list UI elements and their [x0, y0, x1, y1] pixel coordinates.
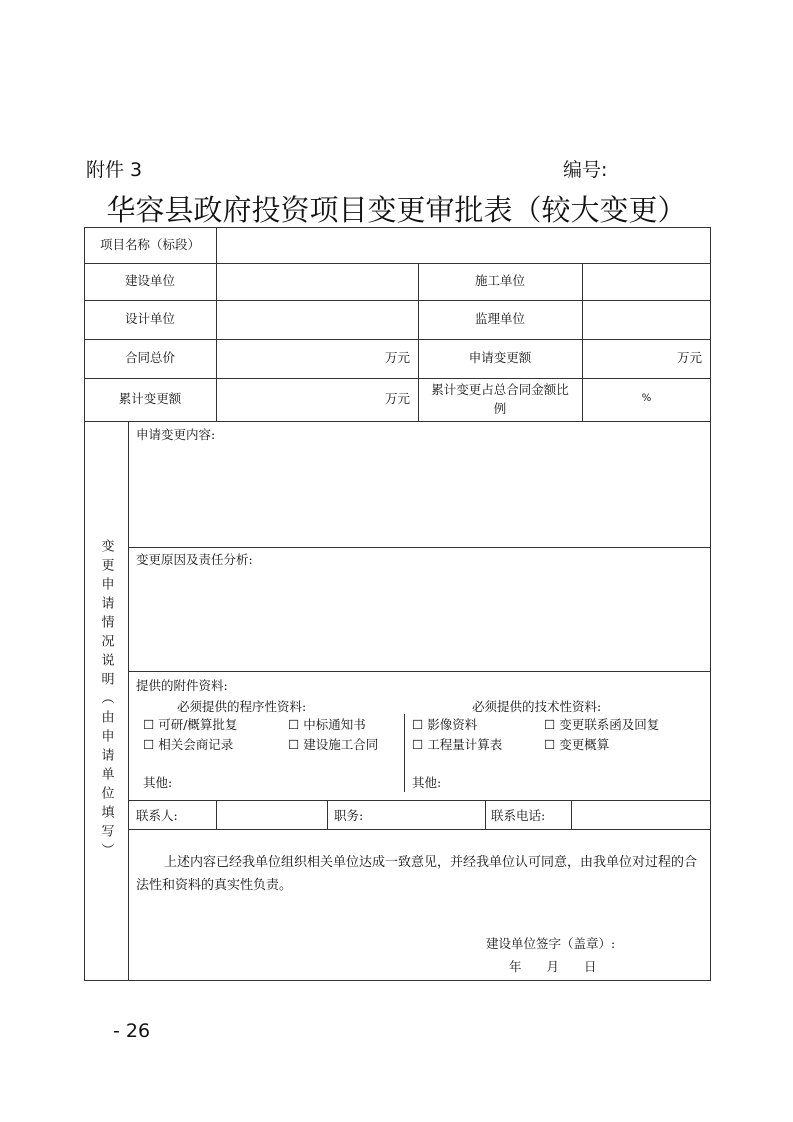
responsibility-statement: 上述内容已经我单位组织相关单位达成一致意见，并经我单位认可同意，由我单位对过程的合法性和资料的真实性负责。 — [136, 855, 698, 893]
contact-field[interactable] — [217, 801, 327, 829]
change-amount-label: 申请变更额 — [468, 350, 532, 366]
signature-label: 建设单位签字（盖章）: — [486, 936, 616, 951]
technical-title: 必须提供的技术性资料: — [472, 699, 602, 714]
phone-label: 联系电话: — [491, 808, 546, 823]
builder-label: 建设单位 — [124, 273, 175, 289]
reason-label: 变更原因及责任分析: — [136, 552, 253, 567]
designer-field[interactable] — [217, 300, 418, 339]
date-label: 年 月 日 — [509, 959, 597, 974]
checkbox-item[interactable]: ☐ 可研/概算批复 — [143, 717, 238, 732]
content-label: 申请变更内容: — [136, 427, 216, 442]
contractor-field[interactable] — [583, 263, 710, 300]
ratio-field[interactable] — [583, 378, 710, 421]
position-field[interactable] — [328, 801, 485, 829]
checkbox-item[interactable]: ☐ 变更联系函及回复 — [544, 717, 660, 732]
contract-total-field[interactable] — [217, 339, 418, 378]
contact-label: 联系人: — [136, 808, 178, 823]
cumulative-change-field[interactable] — [217, 378, 418, 421]
attachments-label: 提供的附件资料: — [136, 678, 228, 693]
content-field[interactable] — [129, 442, 709, 546]
checkbox-item[interactable]: ☐ 工程量计算表 — [412, 737, 503, 752]
contract-total-label: 合同总价 — [124, 350, 175, 366]
designer-label: 设计单位 — [124, 311, 175, 327]
builder-field[interactable] — [217, 263, 418, 300]
other-technical-label: 其他: — [412, 775, 442, 790]
attachment-label: 附件 3 — [86, 159, 143, 181]
checkbox-item[interactable]: ☐ 建设施工合同 — [288, 737, 379, 752]
percent-sign: % — [641, 393, 652, 405]
supervisor-label: 监理单位 — [474, 311, 525, 327]
reason-field[interactable] — [129, 568, 709, 670]
cumulative-change-label: 累计变更额 — [118, 391, 182, 407]
checkbox-item[interactable]: ☐ 中标通知书 — [288, 717, 366, 732]
position-label: 职务: — [334, 808, 364, 823]
side-label: 变更申请情况说明（由申请单位填写） — [98, 539, 114, 862]
contractor-label: 施工单位 — [474, 273, 525, 289]
checkbox-item[interactable]: ☐ 相关会商记录 — [143, 737, 234, 752]
project-name-field[interactable] — [217, 227, 710, 263]
checkbox-item[interactable]: ☐ 变更概算 — [544, 737, 610, 752]
change-amount-field[interactable] — [583, 339, 710, 378]
unit-label: 万元 — [384, 391, 410, 407]
phone-field[interactable] — [572, 801, 710, 829]
checkbox-item[interactable]: ☐ 影像资料 — [412, 717, 478, 732]
ratio-label: 累计变更占总合同金额比例 — [431, 382, 569, 416]
form-title: 华容县政府投资项目变更审批表（较大变更） — [106, 193, 687, 227]
page-number: - 26 — [113, 1020, 151, 1042]
number-label: 编号: — [563, 159, 608, 181]
other-procedural-label: 其他: — [143, 775, 173, 790]
procedural-title: 必须提供的程序性资料: — [177, 699, 307, 714]
unit-label: 万元 — [676, 350, 702, 366]
supervisor-field[interactable] — [583, 300, 710, 339]
project-name-label: 项目名称（标段） — [99, 236, 200, 252]
unit-label: 万元 — [384, 350, 410, 366]
